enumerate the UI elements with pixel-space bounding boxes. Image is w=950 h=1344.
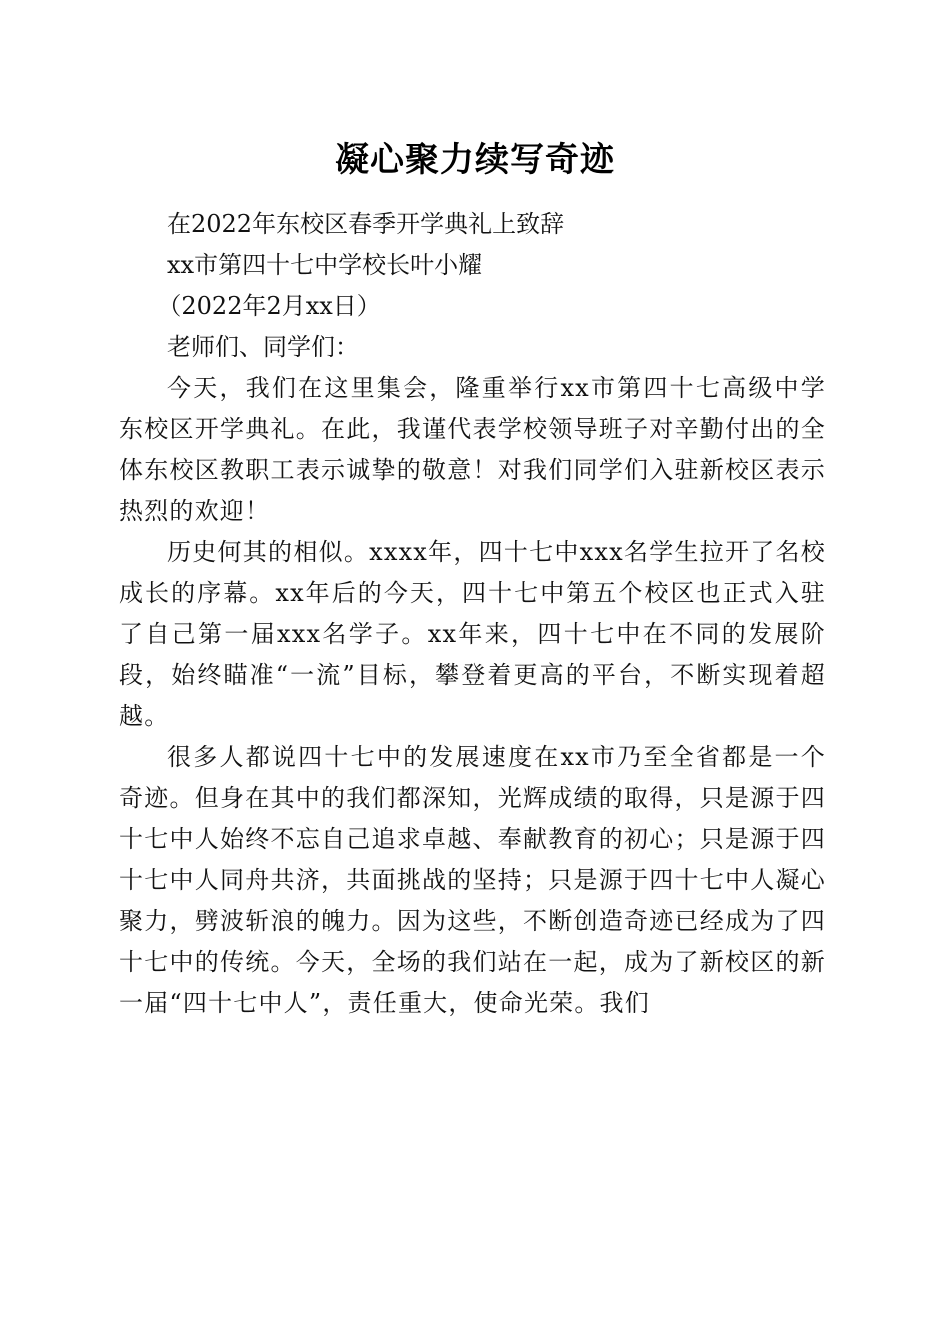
document-title: 凝心聚力续写奇迹 xyxy=(335,140,615,180)
paragraph: 很多人都说四十七中的发展速度在xx市乃至全省都是一个奇迹。但身在其中的我们都深知，光辉成绩的取得，只是源于四十七中人始终不忘自己追求卓越、奉献教育的初心；只是源于四十七中人同舟共济，共面挑战的坚持；只是源于四十七中人凝心聚力，劈波斩浪的魄力。因为这些，不断创造奇迹已经成为了四十七中的传统。今天，全场的我们站在一起，成为了新校区的新一届“四十七中人”，责任重大，使命光荣。我们 xyxy=(119,743,826,1017)
speech-salutation: 老师们、同学们： xyxy=(167,333,359,361)
paragraph: 历史何其的相似。xxxx年，四十七中xxx名学生拉开了名校成长的序幕。xx年后的今天，四十七中第五个校区也正式入驻了自己第一届xxx名学子。xx年来，四十七中在不同的发展阶段，始终瞄准“一流”目标，攀登着更高的平台，不断实现着超越。 xyxy=(119,538,826,730)
speech-date: （2022年2月xx日） xyxy=(157,292,381,320)
speech-author: xx市第四十七中学校长叶小耀 xyxy=(167,251,483,279)
paragraph: 今天，我们在这里集会，隆重举行xx市第四十七高级中学东校区开学典礼。在此，我谨代表学校领导班子对辛勤付出的全体东校区教职工表示诚挚的敬意！对我们同学们入驻新校区表示热烈的欢迎！ xyxy=(119,374,826,525)
document-body xyxy=(119,204,826,1024)
speech-subtitle: 在2022年东校区春季开学典礼上致辞 xyxy=(167,210,565,238)
